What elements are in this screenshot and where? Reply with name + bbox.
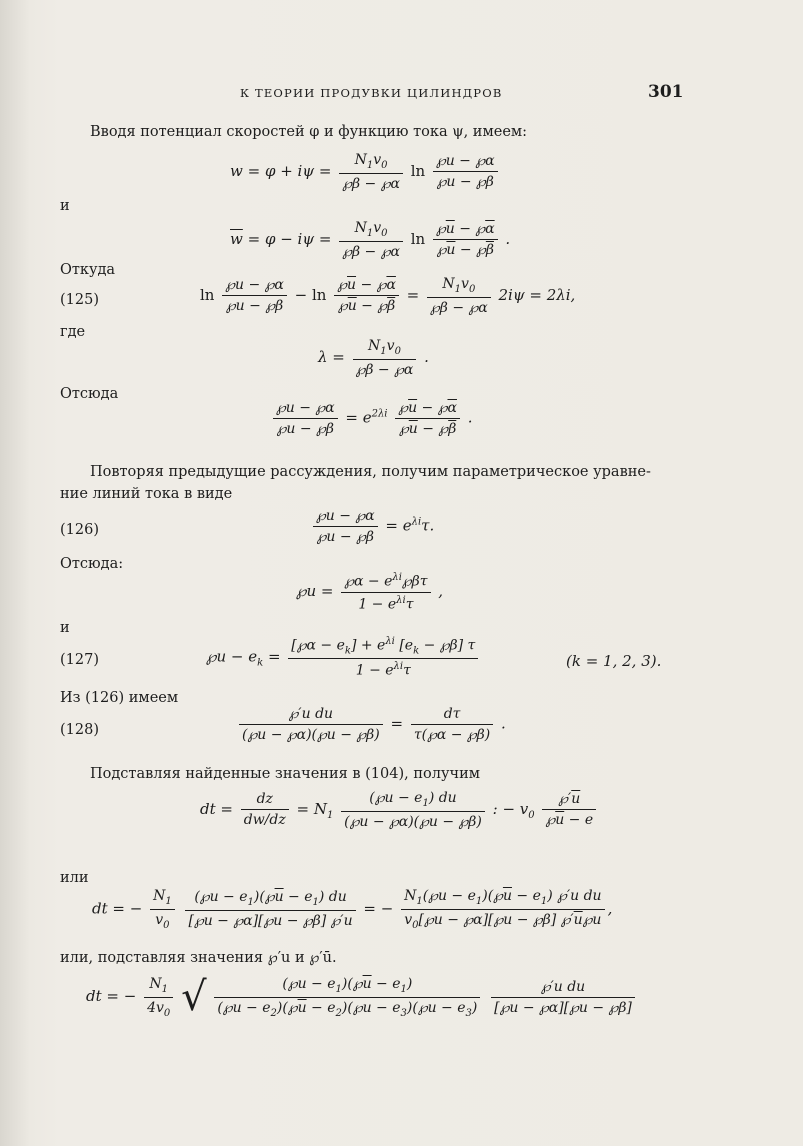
paragraph-substitute: Подставляя найденные значения в (104), получим bbox=[90, 766, 481, 782]
word-k: и bbox=[60, 198, 70, 214]
word-otsyuda-colon: Отсюда: bbox=[60, 556, 124, 572]
word-i: и bbox=[60, 620, 70, 636]
equation-dt-1: dt = $\frac{dz}{dw/dz}$ = $N_1$ $\frac{(℘u - e_1) du}{(℘u - ℘\alpha)(℘u - ℘\beta)}$ : − $v_0$ $\frac{℘'\overline{u}}{℘\overline{u} - e}$ bbox=[200, 790, 599, 830]
equation-127: ℘u − $e_k$ = $\frac{[℘\alpha - e_k] + e^{\lambda i} [e_k - ℘\beta] \tau}{1 - e^{\lambda i}\tau}$ bbox=[206, 636, 481, 679]
running-title: К ТЕОРИИ ПРОДУВКИ ЦИЛИНДРОВ bbox=[240, 86, 503, 100]
equation-label-126: (126) bbox=[60, 522, 99, 538]
equation-128: $\frac{\text{℘′u du}}{(℘u - ℘\alpha)(℘u - ℘\beta)}$ = $\frac{d\tau}{\tau(℘\alpha - ℘\beta)}$ . bbox=[236, 706, 506, 743]
equation-w-bar: $\overline{w} = \varphi - i\psi$ = $\frac{N_1v_0}{℘\beta - ℘\alpha}$ ln $\frac{℘\overline{u} - ℘\overline{\alpha}}{℘\overline{u} - ℘\overline{\beta}}$ . bbox=[230, 220, 511, 260]
paragraph-repeat-line2: ние линий тока в виде bbox=[60, 486, 233, 502]
equation-k-range: (k = 1, 2, 3). bbox=[566, 652, 662, 670]
paragraph-iz-126: Из (126) имеем bbox=[60, 690, 179, 706]
word-otsyuda: Отсюда bbox=[60, 386, 119, 402]
paragraph-repeat-line1: Повторяя предыдущие рассуждения, получим параметрическое уравне- bbox=[90, 464, 651, 480]
word-otkuda: Откуда bbox=[60, 262, 116, 278]
equation-dt-2: dt = − $\frac{N_1}{v_0}$ $\frac{(℘u - e_1)(℘\overline{u} - e_1) du}{[℘u - ℘\alpha][℘u - ℘\beta] ℘'u}$ = − $\frac{N_1(℘u - e_1)(℘\overline{u} - e_1) ℘'u du}{v_0[℘u - ℘\alpha][℘u - ℘\beta] ℘'\overline{u}℘u}$ , bbox=[92, 888, 613, 931]
equation-label-128: (128) bbox=[60, 722, 99, 738]
equation-125: ln $\frac{℘u - ℘\alpha}{℘u - ℘\beta}$ − ln $\frac{℘\overline{u} - ℘\overline{\alpha}}{℘\overline{u} - ℘\overline{\beta}}$ = $\frac{N_1v_0}{℘\beta - ℘\alpha}$ 2iψ = 2λi, bbox=[200, 276, 576, 316]
paragraph-ili-substituting: или, подставляя значения ℘′u и ℘′ū. bbox=[60, 950, 337, 966]
equation-label-125: (125) bbox=[60, 292, 99, 308]
equation-lambda: λ = $\frac{N_1v_0}{℘\beta - ℘\alpha}$ . bbox=[318, 338, 429, 378]
page-header bbox=[0, 82, 803, 106]
equation-dt-3: dt = − $\frac{N_1}{4v_0}$ √ $\frac{(℘u - e_1)(℘\overline{u} - e_1)}{(℘u - e_2)(℘\overline{u} - e_2)(℘u - e_3)(℘u - e_3)}$ $\frac{\text{℘′u du}}{[℘u - ℘\alpha][℘u - ℘\beta]}$ bbox=[86, 974, 638, 1020]
paragraph-intro: Вводя потенциал скоростей φ и функцию тока ψ, имеем: bbox=[90, 124, 528, 140]
page-number: 301 bbox=[648, 82, 684, 102]
word-gde: где bbox=[60, 324, 86, 340]
word-ili: или bbox=[60, 870, 89, 886]
equation-w: w = φ + iψ = $\frac{N_1v_0}{℘\beta - ℘\alpha}$ ln $\frac{℘u - ℘\alpha}{℘u - ℘\beta}$ bbox=[230, 152, 501, 192]
equation-exp: $\frac{℘u - ℘\alpha}{℘u - ℘\beta}$ = $e^{2\lambda i}$ $\frac{℘\overline{u} - ℘\overline{\alpha}}{℘\overline{u} - ℘\overline{\beta}}$ . bbox=[270, 400, 473, 437]
equation-pu: ℘u = $\frac{℘\alpha - e^{\lambda i}℘\beta\tau}{1 - e^{\lambda i}\tau}$ , bbox=[296, 572, 444, 613]
equation-126: $\frac{℘u - ℘\alpha}{℘u - ℘\beta}$ = $e^{\lambda i}\tau$. bbox=[310, 508, 434, 545]
equation-label-127: (127) bbox=[60, 652, 99, 668]
